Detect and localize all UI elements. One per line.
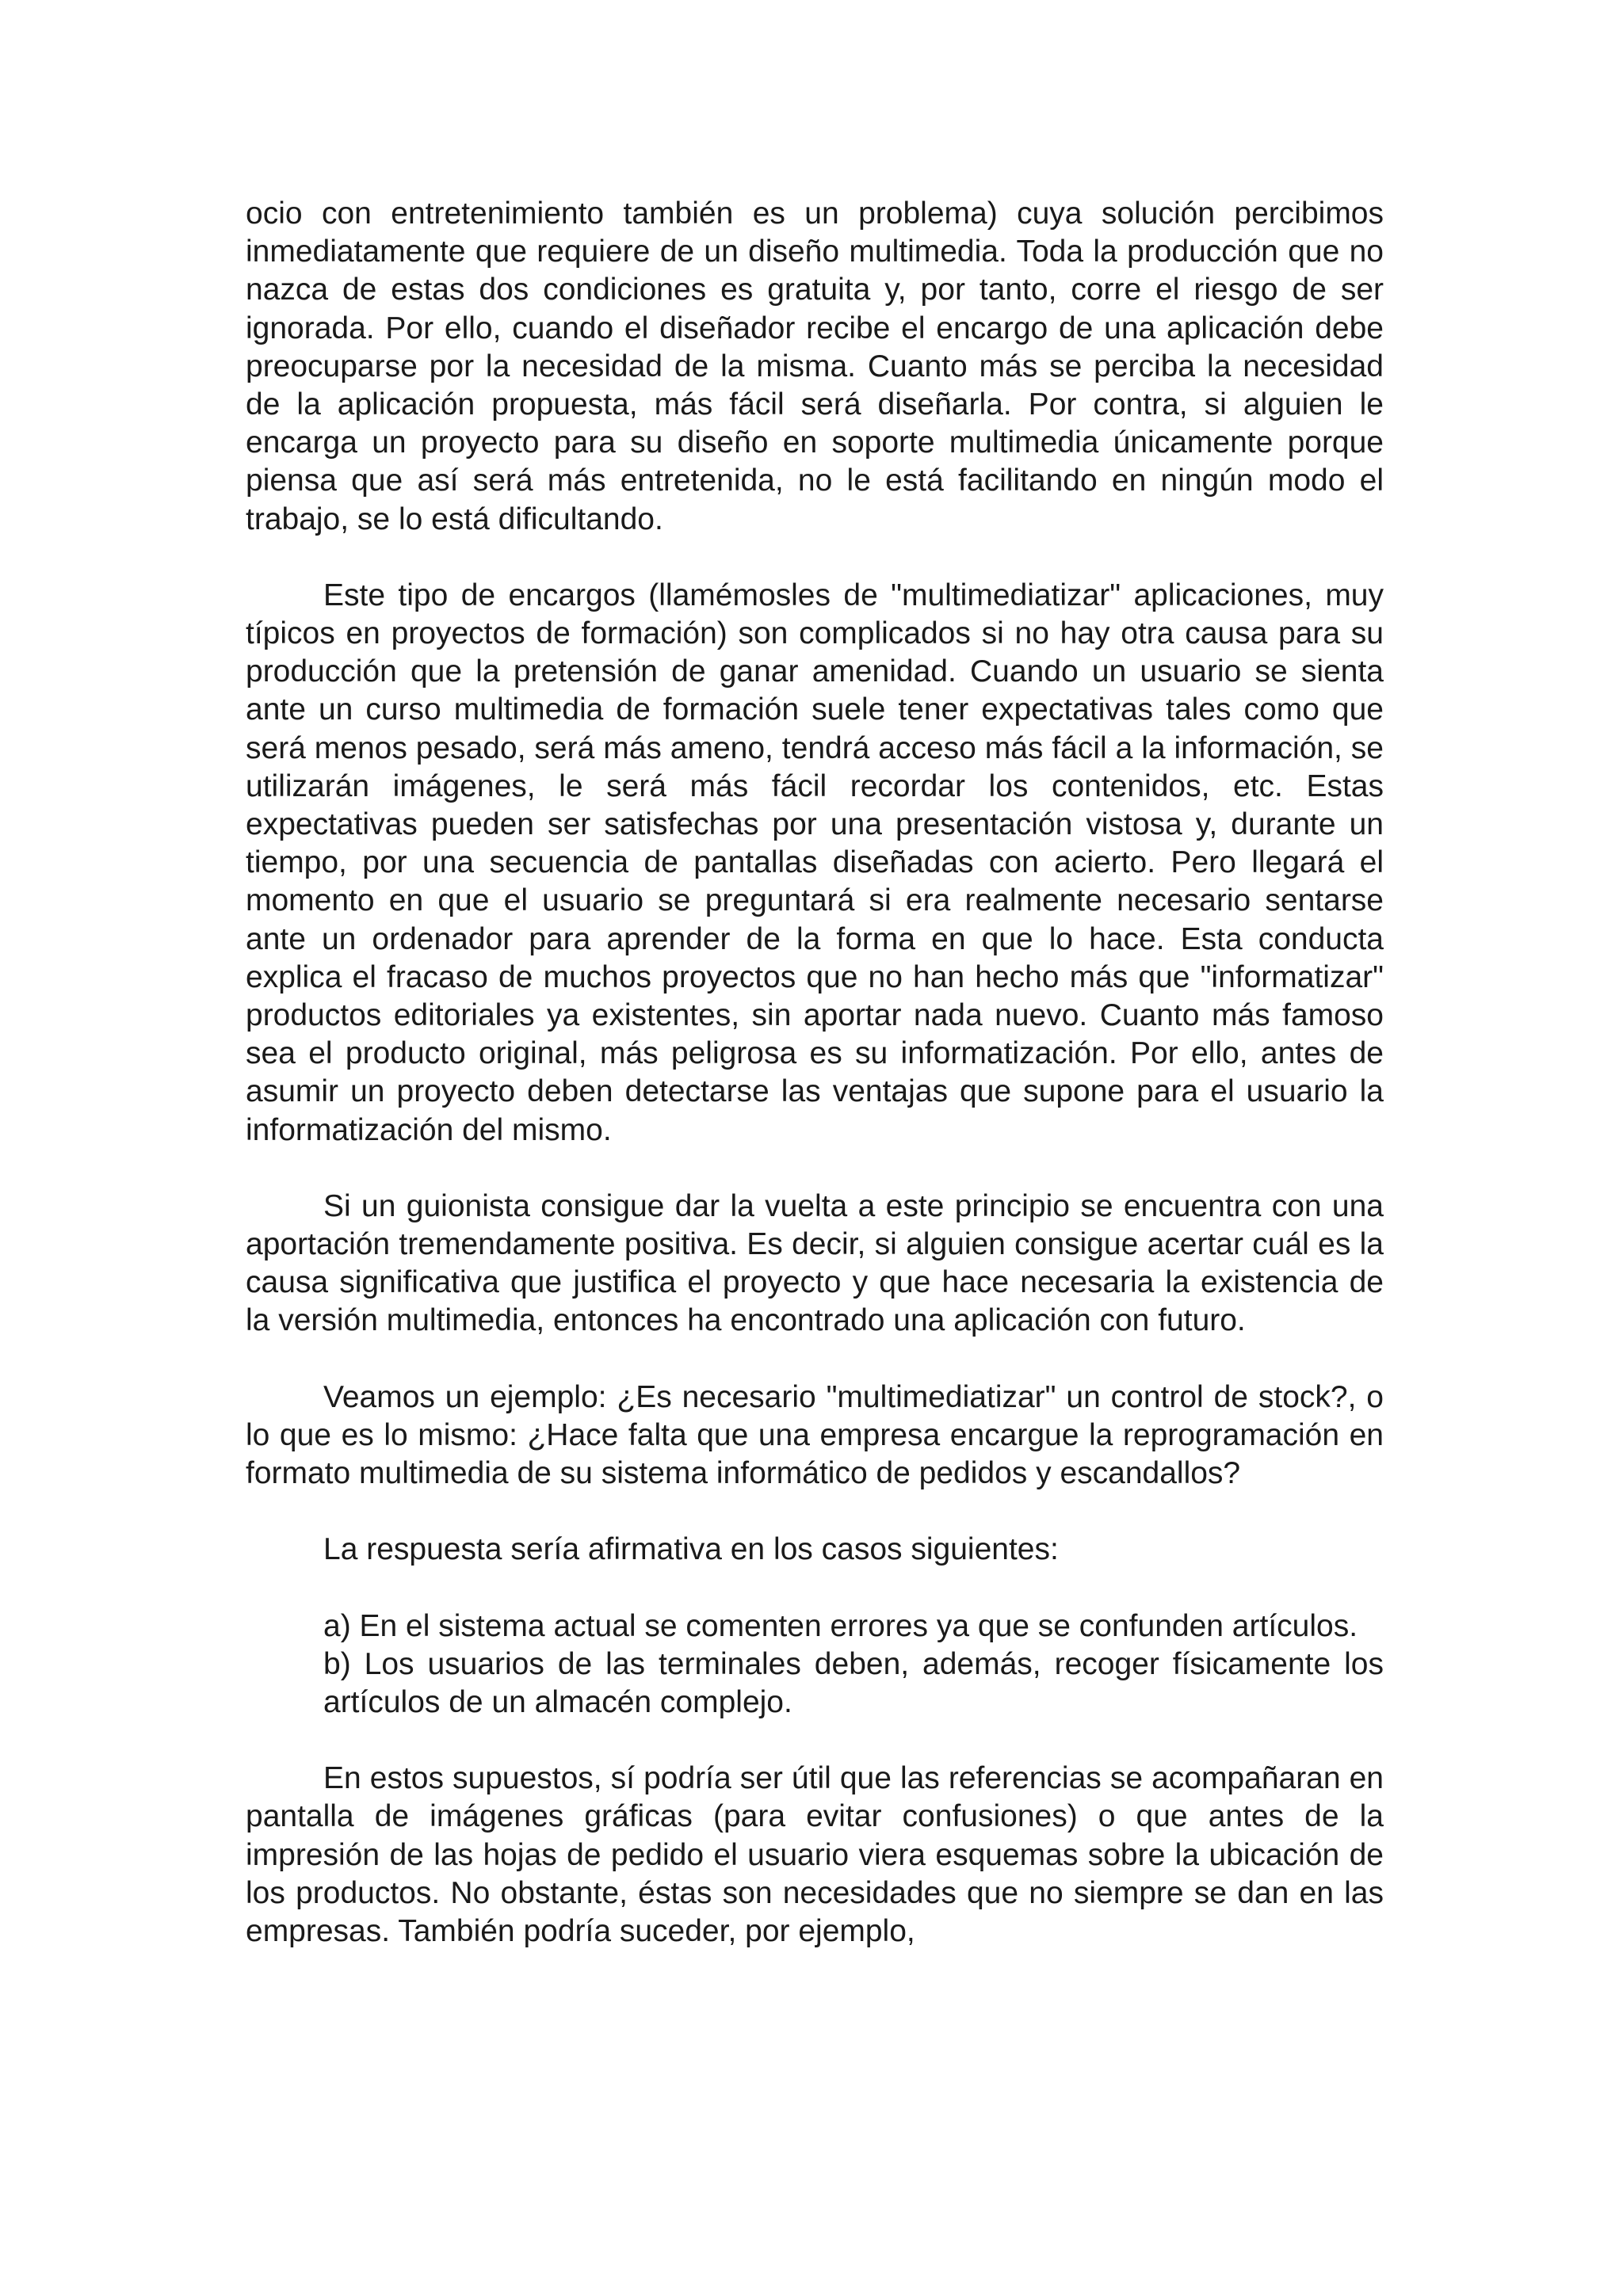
paragraph-2: Este tipo de encargos (llamémosles de "multimediatizar" aplicaciones, muy típicos en proyectos de formación) son complicados si no hay otra causa para su producción que la pretensión de ganar amenidad. Cuando un usuario se sienta ante un curso multimedia de formación suele tener expectativas tales como que será menos pesado, será más ameno, tendrá acceso más fácil a la información, se utilizarán imágenes, le será más fácil recordar los contenidos, etc. Estas expectativas pueden ser satisfechas por una presentación vistosa y, durante un tiempo, por una secuencia de pantallas diseñadas con acierto. Pero llegará el momento en que el usuario se preguntará si era realmente necesario sentarse ante un ordenador para aprender de la forma en que lo hace. Esta conducta explica el fracaso de muchos proyectos que no han hecho más que "informatizar" productos editoriales ya existentes, sin aportar nada nuevo. Cuanto más famoso sea el producto original, más peligrosa es su informatización. Por ello, antes de asumir un proyecto deben detectarse las ventajas que supone para el usuario la informatización del mismo. (246, 578, 1384, 1147)
paragraph-5: La respuesta sería afirmativa en los casos siguientes: (323, 1532, 1059, 1567)
paragraph-1: ocio con entretenimiento también es un problema) cuya solución percibimos inmediatamente que requiere de un diseño multimedia. Toda la producción que no nazca de estas dos condiciones es gratuita y, por tanto, corre el riesgo de ser ignorada. Por ello, cuando el diseñador recibe el encargo de una aplicación debe preocuparse por la necesidad de la misma. Cuanto más se perciba la necesidad de la aplicación propuesta, más fácil será diseñarla. Por contra, si alguien le encarga un proyecto para su diseño en soporte multimedia únicamente porque piensa que así será más entretenida, no le está facilitando en ningún modo el trabajo, se lo está dificultando. (246, 196, 1384, 536)
paragraph-6: En estos supuestos, sí podría ser útil que las referencias se acompañaran en pantalla de imágenes gráficas (para evitar confusiones) o que antes de la impresión de las hojas de pedido el usuario viera esquemas sobre la ubicación de los productos. No obstante, éstas son necesidades que no siempre se dan en las empresas. También podría suceder, por ejemplo, (246, 1761, 1384, 1948)
list-item-b: b) Los usuarios de las terminales deben, además, recoger físicamente los artículos de un almacén complejo. (323, 1646, 1384, 1719)
paragraph-4: Veamos un ejemplo: ¿Es necesario "multimediatizar" un control de stock?, o lo que es lo mismo: ¿Hace falta que una empresa encargue la reprogramación en formato multimedia de su sistema informático de pedidos y escandallos? (246, 1379, 1384, 1491)
list-item-a: a) En el sistema actual se comenten errores ya que se confunden artículos. (323, 1608, 1358, 1643)
body-text (246, 195, 1384, 1951)
paragraph-3: Si un guionista consigue dar la vuelta a este principio se encuentra con una aportación tremendamente positiva. Es decir, si alguien consigue acertar cuál es la causa significativa que justifica el proyecto y que hace necesaria la existencia de la versión multimedia, entonces ha encontrado una aplicación con futuro. (246, 1188, 1384, 1338)
